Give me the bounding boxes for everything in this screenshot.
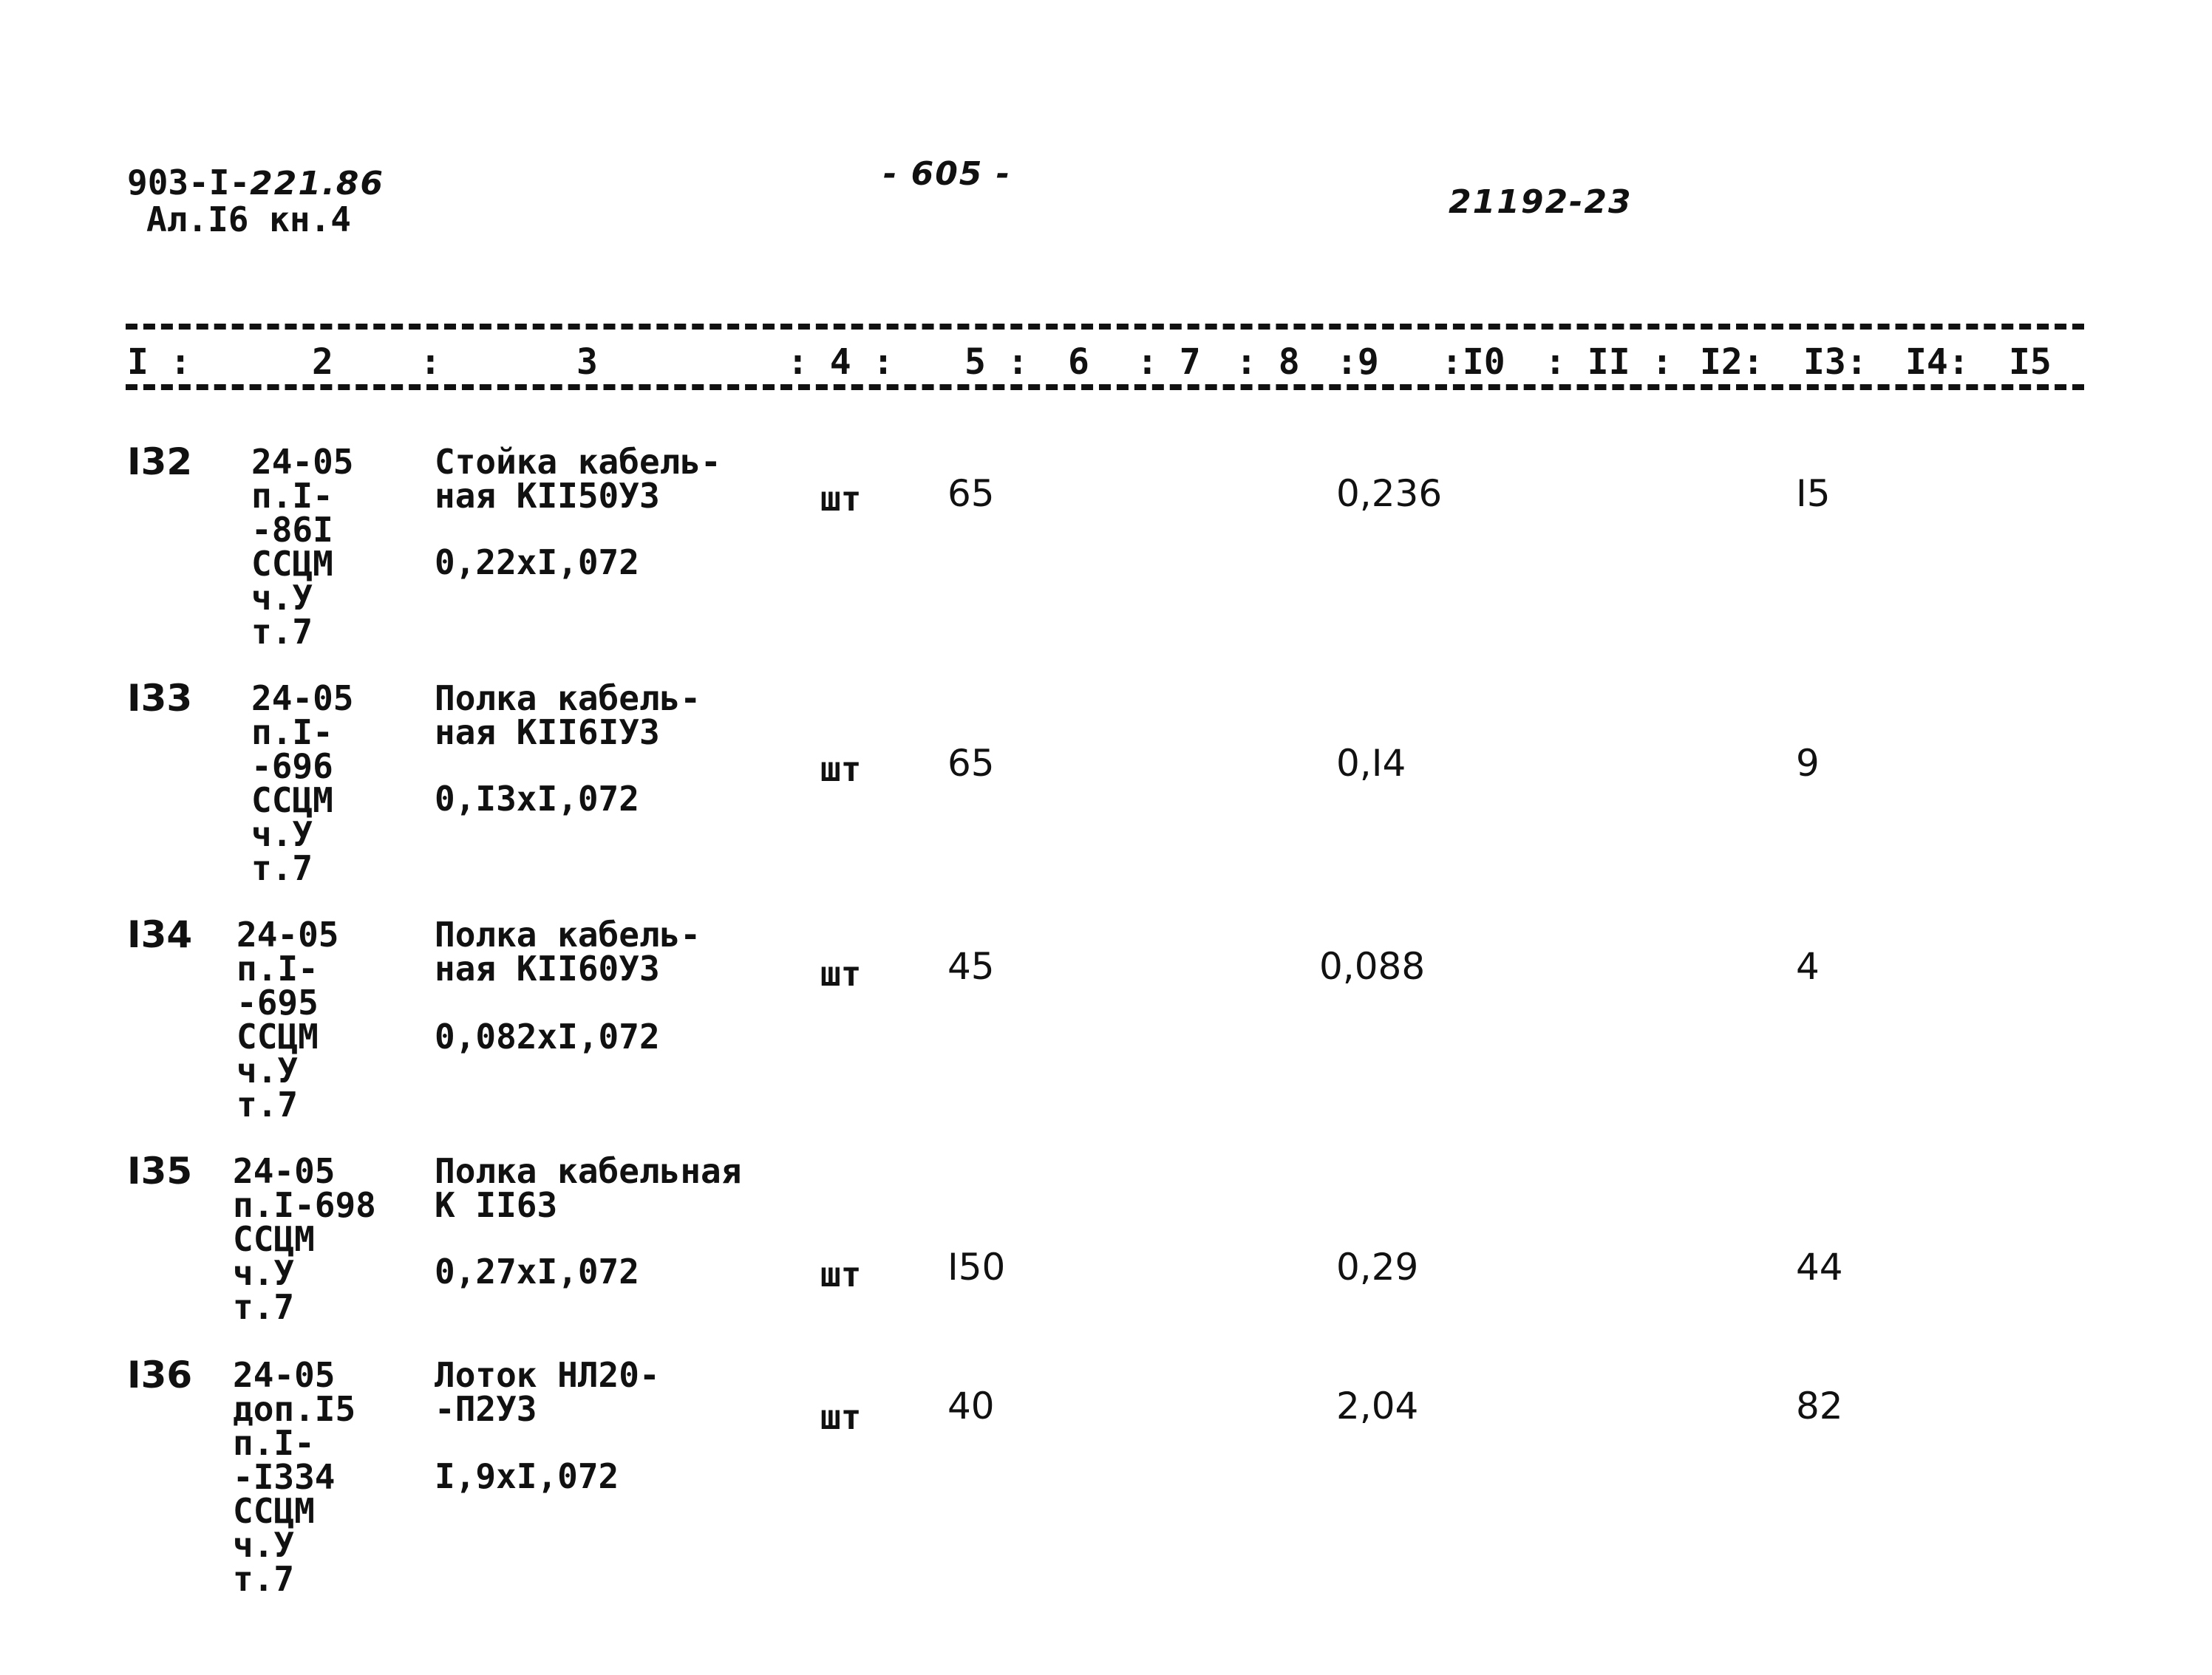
row-number: I35 <box>127 1150 193 1193</box>
quantity: 45 <box>947 945 995 988</box>
column-10: :I0 <box>1441 341 1505 383</box>
column-13-value: 4 <box>1796 945 1820 988</box>
item-formula: 0,22хI,072 <box>435 542 639 582</box>
column-separator: : <box>420 341 441 383</box>
column-1: I : <box>127 341 191 383</box>
column-13-value: 9 <box>1796 742 1820 785</box>
price-code: 24-05 п.I- -696 ССЦМ ч.У т.7 <box>251 678 354 888</box>
column-7: : 7 <box>1137 341 1201 383</box>
item-name: Лоток НЛ20- -П2У3 <box>435 1355 660 1429</box>
header-bottom-rule <box>126 384 2084 390</box>
quantity: 40 <box>947 1385 995 1427</box>
item-name: Полка кабель- ная КII60У3 <box>435 915 701 989</box>
row-number: I33 <box>127 677 193 720</box>
column-13: I3: <box>1803 341 1868 383</box>
price-code: 24-05 п.I- -86I ССЦМ ч.У т.7 <box>251 442 354 652</box>
column-9: :9 <box>1336 341 1379 383</box>
column-15: I5 <box>2009 341 2052 383</box>
quantity: 65 <box>947 472 995 515</box>
column-2: 2 <box>312 341 333 383</box>
column-6: 6 <box>1068 341 1089 383</box>
unit: шт <box>820 1255 862 1294</box>
price-code: 24-05 п.I- -695 ССЦМ ч.У т.7 <box>236 915 339 1125</box>
column-9-value: 0,088 <box>1319 945 1426 988</box>
column-9-value: 0,29 <box>1336 1246 1419 1289</box>
quantity: 65 <box>947 742 995 785</box>
column-5: 5 : <box>964 341 1029 383</box>
item-formula: 0,082хI,072 <box>435 1017 660 1057</box>
document-code <box>127 164 384 202</box>
item-name: Полка кабельная К II63 <box>435 1151 742 1225</box>
price-code: 24-05 п.I-698 ССЦМ ч.У т.7 <box>233 1151 376 1327</box>
row-number: I34 <box>127 913 193 956</box>
quantity: I50 <box>947 1246 1006 1289</box>
row-number: I36 <box>127 1354 193 1396</box>
item-formula: 0,I3хI,072 <box>435 779 639 819</box>
unit: шт <box>820 954 862 994</box>
page-number: - 605 - <box>883 155 1012 193</box>
column-4: : 4 : <box>787 341 894 383</box>
column-14: I4: <box>1905 341 1970 383</box>
column-12: I2: <box>1700 341 1764 383</box>
unit: шт <box>820 479 862 519</box>
header-top-rule <box>126 324 2084 330</box>
column-9-value: 0,I4 <box>1336 742 1406 785</box>
album-line: Ал.I6 кн.4 <box>146 199 351 239</box>
column-9-value: 2,04 <box>1336 1385 1419 1427</box>
column-13-value: I5 <box>1796 472 1831 515</box>
column-13-value: 82 <box>1796 1385 1843 1427</box>
item-formula: 0,27хI,072 <box>435 1252 639 1292</box>
price-code: 24-05 доп.I5 п.I- -I334 ССЦМ ч.У т.7 <box>233 1355 356 1599</box>
item-formula: I,9хI,072 <box>435 1456 619 1496</box>
row-number: I32 <box>127 440 193 483</box>
column-3: 3 <box>576 341 598 383</box>
document-code-handwritten: 221.86 <box>250 165 384 202</box>
item-name: Полка кабель- ная КII6IУ3 <box>435 678 701 752</box>
column-8: : 8 <box>1236 341 1300 383</box>
unit: шт <box>820 749 862 789</box>
item-name: Стойка кабель- ная КII50У3 <box>435 442 721 516</box>
column-11: : II : <box>1545 341 1673 383</box>
column-9-value: 0,236 <box>1336 472 1443 515</box>
column-13-value: 44 <box>1796 1246 1843 1289</box>
unit: шт <box>820 1397 862 1437</box>
stamp-number: 21192-23 <box>1449 183 1633 221</box>
document-code-printed: 903-I- <box>127 163 251 202</box>
